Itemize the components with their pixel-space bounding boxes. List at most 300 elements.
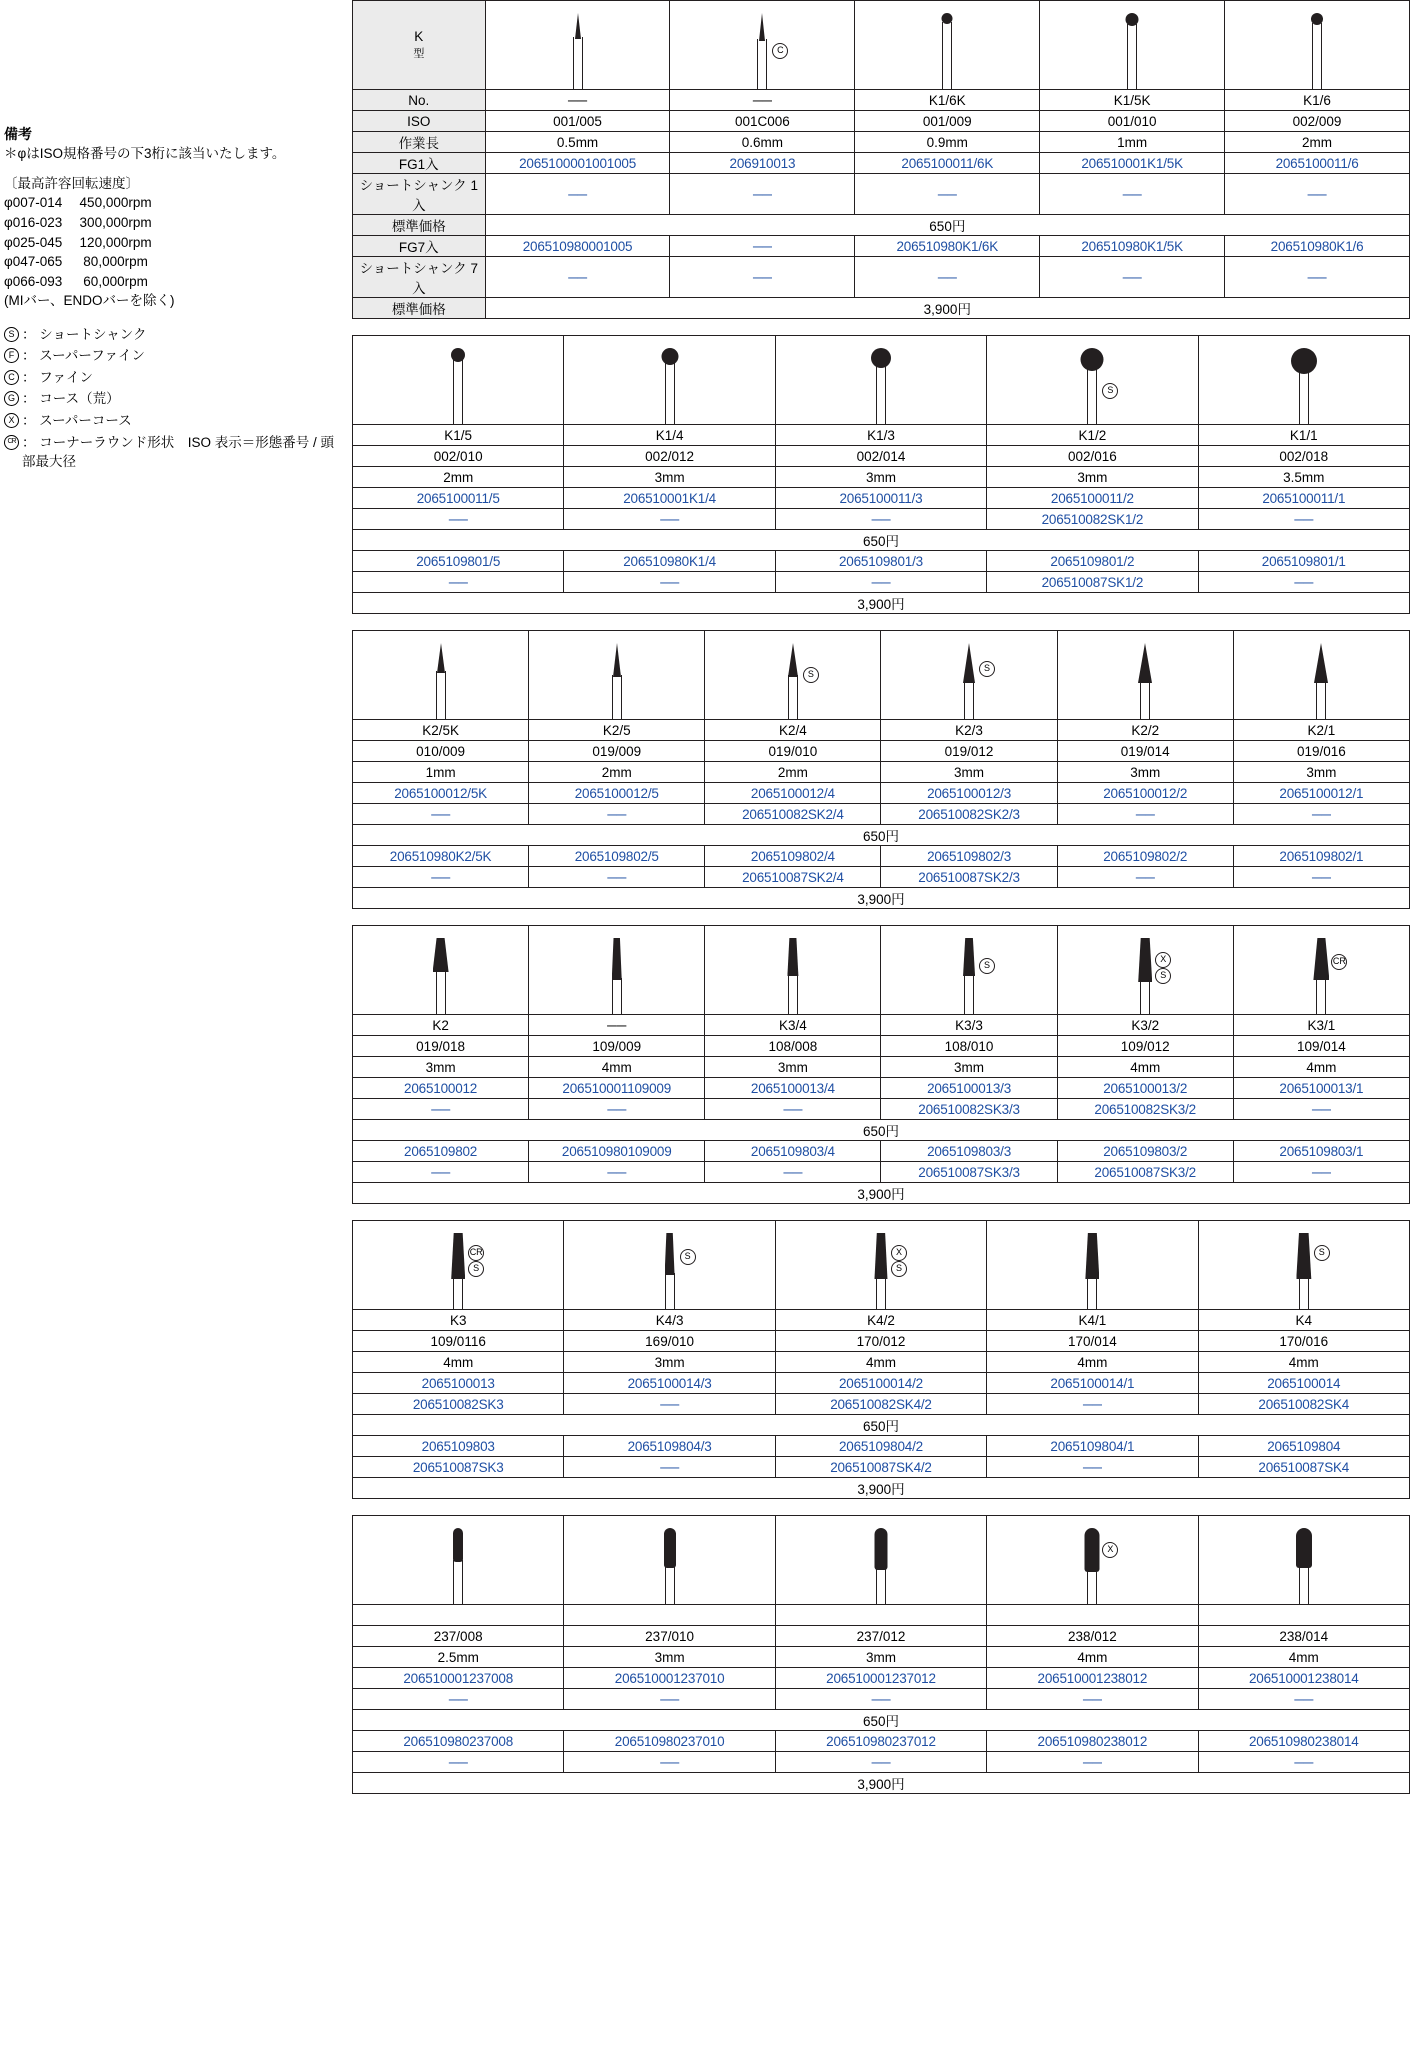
bur-code-short1: ── — [1233, 804, 1409, 825]
price-650: 650円 — [353, 530, 1410, 551]
bur-code-fg1: 2065100011/5 — [353, 488, 564, 509]
bur-head — [1085, 1528, 1100, 1572]
bur-cell — [775, 336, 986, 425]
bur-head — [1081, 348, 1104, 371]
bur-head — [1138, 938, 1152, 982]
bur-illustration — [595, 930, 639, 1014]
bur-cell — [564, 1221, 775, 1310]
bur-code-fg1: 2065100014/2 — [775, 1373, 986, 1394]
bur-shank — [665, 1566, 675, 1604]
legend-item-coarse — [4, 389, 344, 409]
bur-head — [433, 938, 449, 972]
bur-worklength: 3.5mm — [1198, 467, 1409, 488]
price-3900-row — [353, 1478, 1410, 1499]
bur-iso: 019/016 — [1233, 741, 1409, 762]
bur-iso: 002/014 — [775, 446, 986, 467]
bur-code-fg7: 2065109804/1 — [987, 1436, 1198, 1457]
legend-item-superfine — [4, 346, 344, 366]
price-650-row — [353, 1710, 1410, 1731]
bur-cell — [1225, 1, 1410, 90]
bur-group-table — [352, 0, 1410, 319]
bur-illustration — [648, 1225, 692, 1309]
bur-code-short1: ── — [855, 174, 1040, 215]
bur-code-fg1: 2065100011/3 — [775, 488, 986, 509]
row-label-worklength: 作業長 — [353, 132, 486, 153]
bur-code-fg1: 2065100014 — [1198, 1373, 1409, 1394]
bur-iso: 019/009 — [529, 741, 705, 762]
bur-illustration — [1070, 1520, 1114, 1604]
bur-code-short1: ── — [1225, 174, 1410, 215]
bur-code-short7: 206510087SK4/2 — [775, 1457, 986, 1478]
bur-no: K3/4 — [705, 1015, 881, 1036]
bur-code-fg1: 2065100014/3 — [564, 1373, 775, 1394]
bur-shank — [1087, 1570, 1097, 1604]
bur-code-fg7: 2065109803/3 — [881, 1141, 1057, 1162]
bur-cell — [705, 926, 881, 1015]
bur-cell — [775, 1516, 986, 1605]
bur-illustration — [1070, 340, 1114, 424]
legend-label-fine: ： ファイン — [22, 369, 93, 385]
bur-group-table — [352, 1220, 1410, 1499]
bur-no: K2/3 — [881, 720, 1057, 741]
bur-worklength: 0.9mm — [855, 132, 1040, 153]
row-label-iso: ISO — [353, 111, 486, 132]
bur-code-short1: ── — [564, 1394, 775, 1415]
shortshank1-row — [353, 1689, 1410, 1710]
bur-no: K4/1 — [987, 1310, 1198, 1331]
bur-illustration — [419, 635, 463, 719]
bur-code-short1: ── — [987, 1689, 1198, 1710]
bur-code-fg7: 206510980K1/6 — [1225, 236, 1410, 257]
bur-code-fg1: 2065100012/3 — [881, 783, 1057, 804]
bur-cell — [1233, 631, 1409, 720]
mark-s-icon: S — [680, 1249, 696, 1265]
bur-code-short7: 206510087SK3/2 — [1057, 1162, 1233, 1183]
bur-cell — [1057, 926, 1233, 1015]
price-3900-row — [353, 298, 1410, 319]
price-650-row — [353, 215, 1410, 236]
bur-code-fg7: 206510980237010 — [564, 1731, 775, 1752]
bur-worklength: 3mm — [775, 467, 986, 488]
bur-shank — [788, 675, 798, 719]
bur-iso: 170/014 — [987, 1331, 1198, 1352]
mark-x-icon: X — [1155, 952, 1171, 968]
bur-code-short7: ── — [987, 1457, 1198, 1478]
bur-worklength: 3mm — [775, 1647, 986, 1668]
price-650-row — [353, 825, 1410, 846]
bur-cell — [987, 1516, 1198, 1605]
ktype-header: K 型 — [353, 1, 486, 90]
bur-shank — [876, 1277, 886, 1309]
bur-code-fg1: 206510001K1/4 — [564, 488, 775, 509]
bur-head — [1314, 643, 1328, 683]
price-3900-row — [353, 888, 1410, 909]
bur-code-short7: 206510087SK3/3 — [881, 1162, 1057, 1183]
bur-shank — [1312, 23, 1322, 89]
bur-no: K2/4 — [705, 720, 881, 741]
shortshank7-row — [353, 1752, 1410, 1773]
bur-illustration — [859, 1225, 903, 1309]
bur-code-short7: ── — [775, 1752, 986, 1773]
bur-cell — [1040, 1, 1225, 90]
bur-cell — [987, 1221, 1198, 1310]
corner-round-icon: CR — [4, 435, 19, 450]
bur-tables — [352, 0, 1410, 1810]
bur-code-fg1: 2065100012/4 — [705, 783, 881, 804]
mark-x-icon: X — [891, 1245, 907, 1261]
fg7-row — [353, 1141, 1410, 1162]
bur-code-short7: 206510087SK3 — [353, 1457, 564, 1478]
bur-illustration — [595, 635, 639, 719]
bur-head — [1126, 13, 1139, 26]
bur-illustration — [1282, 1225, 1326, 1309]
bur-code-short7: ── — [775, 572, 986, 593]
bur-code-short7: ── — [353, 1162, 529, 1183]
bur-no: K4/2 — [775, 1310, 986, 1331]
bur-no: ── — [529, 1015, 705, 1036]
bur-code-short1: ── — [564, 1689, 775, 1710]
bur-code-fg1: 2065100013/2 — [1057, 1078, 1233, 1099]
worklength-row — [353, 1352, 1410, 1373]
bur-code-fg7: 2065109803 — [353, 1436, 564, 1457]
worklength-row — [353, 1647, 1410, 1668]
bur-cell — [855, 1, 1040, 90]
bur-code-short7: ── — [1225, 257, 1410, 298]
bur-iso: 002/010 — [353, 446, 564, 467]
bur-cell — [1057, 631, 1233, 720]
bur-code-fg1: 206510001238014 — [1198, 1668, 1409, 1689]
mark-x-icon: X — [1102, 1542, 1118, 1558]
shortshank7-row — [353, 1457, 1410, 1478]
bur-code-fg7: 206510980K2/5K — [353, 846, 529, 867]
bur-shank — [1299, 372, 1309, 424]
bur-code-fg1: 2065100013/3 — [881, 1078, 1057, 1099]
bur-worklength: 3mm — [1233, 762, 1409, 783]
price-650: 650円 — [353, 1415, 1410, 1436]
bur-iso: 238/014 — [1198, 1626, 1409, 1647]
bur-head — [664, 1528, 676, 1568]
bur-cell — [485, 1, 670, 90]
bur-no: K1/5K — [1040, 90, 1225, 111]
bur-image-row — [353, 631, 1410, 720]
bur-worklength: 2.5mm — [353, 1647, 564, 1668]
bur-shank — [1299, 1566, 1309, 1604]
price-3900: 3,900円 — [353, 1773, 1410, 1794]
fg1-row — [353, 1373, 1410, 1394]
bur-no: K2/5 — [529, 720, 705, 741]
bur-code-short7: ── — [353, 572, 564, 593]
bur-cell — [564, 336, 775, 425]
bur-code-fg1: 2065100012/5 — [529, 783, 705, 804]
bur-code-short7: ── — [485, 257, 670, 298]
speed-5: φ066-093 60,000rpm — [4, 273, 148, 289]
bur-cell — [705, 631, 881, 720]
mark-s-icon: S — [979, 661, 995, 677]
bur-iso: 237/012 — [775, 1626, 986, 1647]
legend-label-superfine: ： スーパーファイン — [22, 348, 145, 364]
bur-illustration — [925, 5, 969, 89]
row-label-fg7: FG7入 — [353, 236, 486, 257]
bur-no: K2/1 — [1233, 720, 1409, 741]
bur-shank — [788, 974, 798, 1014]
bur-code-short1: ── — [529, 804, 705, 825]
bur-cell — [353, 631, 529, 720]
bur-no — [564, 1605, 775, 1626]
bur-head — [1296, 1233, 1311, 1279]
legend-label-cornerround: ： コーナーラウンド形状 ISO 表示＝形態番号 / 頭部最大径 — [22, 434, 335, 470]
bur-illustration — [859, 1520, 903, 1604]
bur-code-fg7: 2065109801/1 — [1198, 551, 1409, 572]
bur-worklength: 3mm — [987, 467, 1198, 488]
bur-worklength: 4mm — [775, 1352, 986, 1373]
bur-code-fg7: 206510980K1/4 — [564, 551, 775, 572]
bur-illustration — [740, 5, 784, 89]
bur-code-short7: ── — [1233, 867, 1409, 888]
bur-code-fg7: 2065109804/3 — [564, 1436, 775, 1457]
bur-code-fg1: 2065100001001005 — [485, 153, 670, 174]
bur-code-fg1: 206510001K1/5K — [1040, 153, 1225, 174]
bur-worklength: 1mm — [1040, 132, 1225, 153]
bur-cell — [353, 1516, 564, 1605]
row-label-price1: 標準価格 — [353, 215, 486, 236]
bur-code-short7: ── — [1233, 1162, 1409, 1183]
bur-code-fg7: 2065109802 — [353, 1141, 529, 1162]
bur-worklength: 0.6mm — [670, 132, 855, 153]
bur-code-short7: 206510087SK2/4 — [705, 867, 881, 888]
price-650: 650円 — [353, 1710, 1410, 1731]
iso-row — [353, 741, 1410, 762]
bur-code-short1: ── — [353, 1689, 564, 1710]
bur-shank — [436, 671, 446, 719]
bur-code-short1: ── — [1057, 804, 1233, 825]
shortshank1-row — [353, 1394, 1410, 1415]
bur-code-fg1: 2065100012/1 — [1233, 783, 1409, 804]
bur-shank — [665, 363, 675, 424]
bur-code-short1: 206510082SK2/4 — [705, 804, 881, 825]
bur-iso: 108/010 — [881, 1036, 1057, 1057]
bur-worklength: 3mm — [564, 1352, 775, 1373]
no-row — [353, 720, 1410, 741]
bur-shank — [1087, 369, 1097, 424]
mark-cr-icon: CR — [468, 1245, 484, 1261]
bur-code-short7: 206510087SK4 — [1198, 1457, 1409, 1478]
bur-illustration — [1282, 1520, 1326, 1604]
bur-illustration — [1070, 1225, 1114, 1309]
iso-row — [353, 446, 1410, 467]
bur-cell — [564, 1516, 775, 1605]
price-3900: 3,900円 — [353, 1478, 1410, 1499]
bur-head — [1085, 1233, 1099, 1279]
bur-illustration — [1299, 930, 1346, 1014]
bur-no: K1/1 — [1198, 425, 1409, 446]
bur-illustration — [771, 635, 815, 719]
bur-image-row — [353, 336, 1410, 425]
bur-worklength: 3mm — [881, 1057, 1057, 1078]
fg1-row — [353, 488, 1410, 509]
bur-no: K3/2 — [1057, 1015, 1233, 1036]
bur-head — [451, 348, 465, 362]
bur-code-short7: ── — [564, 572, 775, 593]
row-label-no: No. — [353, 90, 486, 111]
bur-code-fg7: 2065109801/3 — [775, 551, 986, 572]
bur-illustration — [859, 340, 903, 424]
bur-no: ── — [670, 90, 855, 111]
bur-code-short7: 206510087SK2/3 — [881, 867, 1057, 888]
bur-iso: 109/009 — [529, 1036, 705, 1057]
bur-head — [1311, 13, 1323, 25]
bur-head — [453, 1528, 463, 1562]
bur-no: ── — [485, 90, 670, 111]
bur-iso: 109/012 — [1057, 1036, 1233, 1057]
price-650-row — [353, 1415, 1410, 1436]
bur-code-short1: ── — [564, 509, 775, 530]
bur-illustration — [771, 930, 815, 1014]
bur-no: K1/6 — [1225, 90, 1410, 111]
fg1-row — [353, 1668, 1410, 1689]
bur-worklength: 2mm — [529, 762, 705, 783]
bur-iso: 019/010 — [705, 741, 881, 762]
bur-head — [612, 938, 622, 980]
fine-icon: C — [4, 370, 19, 385]
bur-worklength: 4mm — [987, 1352, 1198, 1373]
bur-code-fg7: 206510980237012 — [775, 1731, 986, 1752]
row-label-shortshank1: ショートシャンク 1入 — [353, 174, 486, 215]
legend-label-coarse: ： コース（荒） — [22, 391, 120, 407]
fg7-row — [353, 1436, 1410, 1457]
bur-code-fg7: 2065109801/5 — [353, 551, 564, 572]
bur-iso: 001/009 — [855, 111, 1040, 132]
bur-shank — [1316, 978, 1326, 1014]
bur-illustration — [556, 5, 600, 89]
bur-cell — [353, 336, 564, 425]
bur-code-short1: ── — [1198, 509, 1409, 530]
bur-iso: 237/010 — [564, 1626, 775, 1647]
bur-illustration — [419, 930, 463, 1014]
shortshank7-row — [353, 572, 1410, 593]
bur-code-fg1: 206510001237008 — [353, 1668, 564, 1689]
bur-no: K4/3 — [564, 1310, 775, 1331]
price-650-row — [353, 1120, 1410, 1141]
bur-shank — [964, 681, 974, 719]
price-650: 650円 — [485, 215, 1409, 236]
bur-shank — [942, 22, 952, 89]
bur-no: K1/4 — [564, 425, 775, 446]
mark-cr-icon: CR — [1331, 954, 1347, 970]
bur-iso: 002/018 — [1198, 446, 1409, 467]
bur-code-fg7: 2065109803/1 — [1233, 1141, 1409, 1162]
bur-shank — [876, 1568, 886, 1604]
bur-code-short7: ── — [529, 867, 705, 888]
mark-s-icon: S — [468, 1261, 484, 1277]
coarse-icon: G — [4, 391, 19, 406]
bur-worklength: 1mm — [353, 762, 529, 783]
bur-code-fg1: 2065100011/2 — [987, 488, 1198, 509]
bur-head — [759, 13, 765, 41]
bur-code-short7: ── — [564, 1752, 775, 1773]
bur-iso: 109/014 — [1233, 1036, 1409, 1057]
bur-worklength: 4mm — [1057, 1057, 1233, 1078]
bur-code-fg1: 2065100013/4 — [705, 1078, 881, 1099]
bur-illustration — [947, 635, 991, 719]
bur-shank — [1299, 1277, 1309, 1309]
bur-cell — [353, 926, 529, 1015]
bur-head — [613, 643, 621, 677]
bur-code-fg1: 206510001237012 — [775, 1668, 986, 1689]
speed-4: φ047-065 80,000rpm — [4, 254, 148, 270]
bur-shank — [573, 37, 583, 89]
bur-code-short7: ── — [670, 257, 855, 298]
bur-no: K3/3 — [881, 1015, 1057, 1036]
bur-shank — [1087, 1277, 1097, 1309]
bur-head — [871, 348, 891, 368]
iso-row — [353, 1626, 1410, 1647]
bur-code-short1: ── — [670, 174, 855, 215]
bur-code-short1: ── — [705, 1099, 881, 1120]
bur-shank — [964, 974, 974, 1014]
speed-1: φ007-014 450,000rpm — [4, 195, 152, 211]
bur-worklength: 4mm — [353, 1352, 564, 1373]
bur-group-table — [352, 1515, 1410, 1794]
bur-code-short1: 206510082SK1/2 — [987, 509, 1198, 530]
bur-illustration — [1299, 635, 1343, 719]
bur-code-fg7: 206510980K1/5K — [1040, 236, 1225, 257]
bur-head — [1296, 1528, 1312, 1568]
bur-illustration — [436, 1520, 480, 1604]
bur-code-short1: 206510082SK4/2 — [775, 1394, 986, 1415]
bur-head — [665, 1233, 675, 1275]
bur-code-fg7: 206510980237008 — [353, 1731, 564, 1752]
bur-worklength: 4mm — [1198, 1647, 1409, 1668]
bur-iso: 002/009 — [1225, 111, 1410, 132]
row-label-fg1: FG1入 — [353, 153, 486, 174]
bur-head — [1291, 348, 1317, 374]
bur-worklength: 2mm — [705, 762, 881, 783]
bur-code-short7: ── — [1040, 257, 1225, 298]
shortshank7-row — [353, 257, 1410, 298]
speed-3: φ025-045 120,000rpm — [4, 234, 152, 250]
bur-iso: 002/012 — [564, 446, 775, 467]
bur-code-fg1: 2065100013/1 — [1233, 1078, 1409, 1099]
bur-worklength: 2mm — [1225, 132, 1410, 153]
legend-item-shortshank — [4, 325, 344, 345]
bur-code-short7: ── — [529, 1162, 705, 1183]
fg7-row — [353, 551, 1410, 572]
bur-code-short1: ── — [353, 804, 529, 825]
bur-cell — [670, 1, 855, 90]
bur-code-fg7: 206510980K1/6K — [855, 236, 1040, 257]
fg1-row — [353, 1078, 1410, 1099]
bur-code-short7: ── — [855, 257, 1040, 298]
bur-code-fg7: 206510980238014 — [1198, 1731, 1409, 1752]
bur-illustration — [648, 340, 692, 424]
bur-code-fg7: 206510980109009 — [529, 1141, 705, 1162]
bur-illustration — [1295, 5, 1339, 89]
shortshank1-row — [353, 804, 1410, 825]
bur-iso: 019/012 — [881, 741, 1057, 762]
iso-row — [353, 1036, 1410, 1057]
bur-code-fg1: 2065100012 — [353, 1078, 529, 1099]
bur-code-fg1: 2065100013 — [353, 1373, 564, 1394]
legend-label-shortshank: ： ショートシャンク — [22, 326, 147, 342]
price-650: 650円 — [353, 1120, 1410, 1141]
mark-s-icon: S — [1102, 383, 1118, 399]
bur-cell — [881, 631, 1057, 720]
bur-shank — [453, 360, 463, 424]
no-row — [353, 1015, 1410, 1036]
bur-shank — [612, 978, 622, 1014]
price-3900: 3,900円 — [353, 1183, 1410, 1204]
bur-shank — [757, 39, 767, 89]
